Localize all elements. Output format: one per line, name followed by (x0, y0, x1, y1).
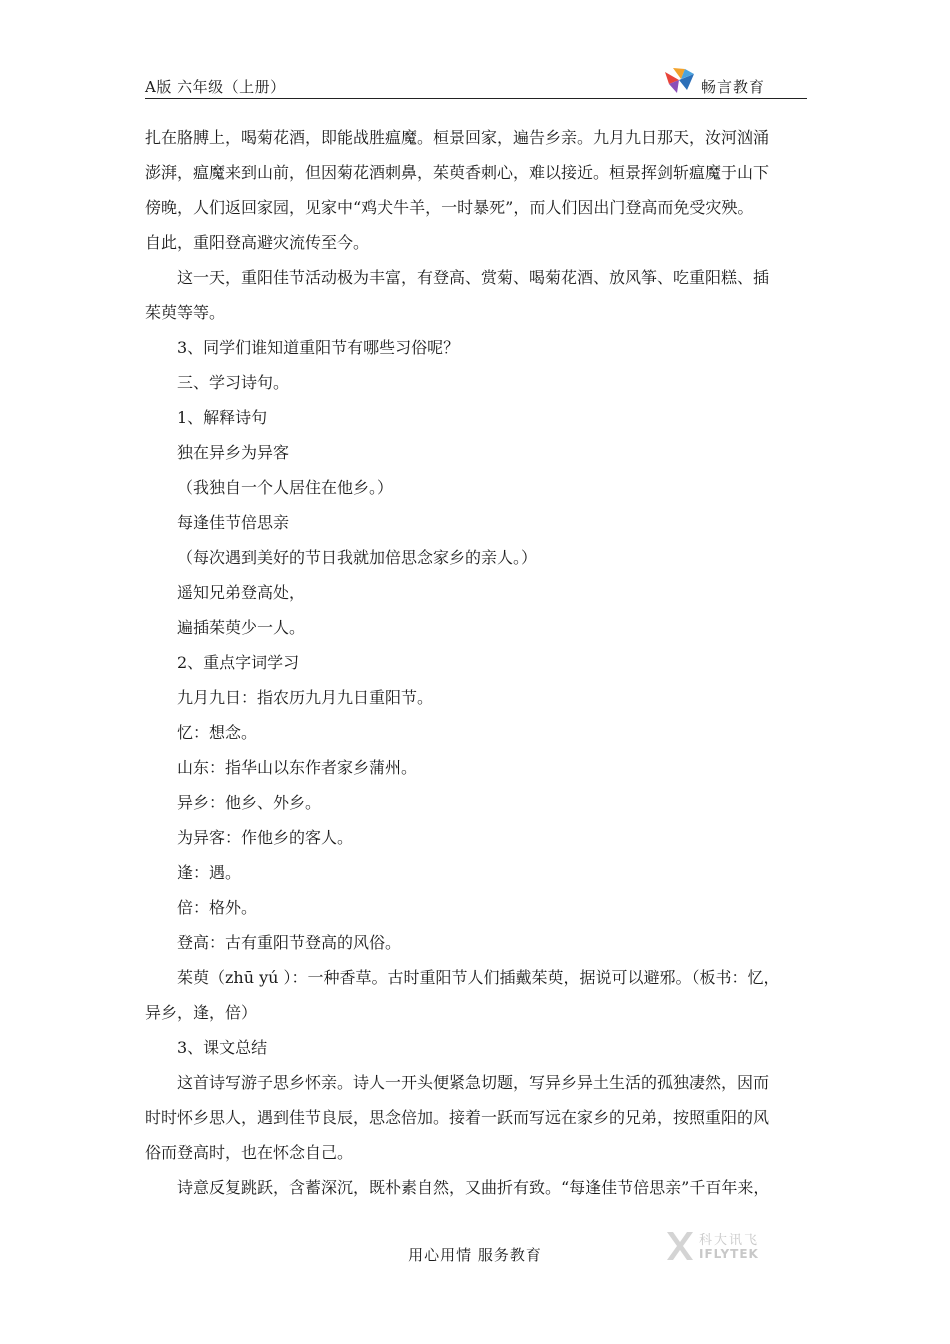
iflytek-cn: 科大讯飞 (699, 1233, 760, 1248)
text-line: 每逢佳节倍思亲 (177, 513, 290, 532)
text-line: 遍插茱萸少一人。 (177, 618, 306, 637)
text-line: 3、课文总结 (177, 1038, 268, 1057)
document-body (145, 120, 807, 1205)
text-line: 倍：格外。 (177, 898, 258, 917)
text-line: 登高：古有重阳节登高的风俗。 (177, 933, 402, 952)
text-line: 3、同学们谁知道重阳节有哪些习俗呢？ (177, 338, 460, 357)
text-line: 扎在胳膊上，喝菊花酒，即能战胜瘟魔。桓景回家，遍告乡亲。九月九日那天，汝河汹涌 (145, 128, 770, 147)
text-line: 俗而登高时，也在怀念自己。 (145, 1143, 354, 1162)
iflytek-mark-icon (663, 1228, 697, 1264)
brand-logo-icon (663, 66, 697, 96)
grade-label: A版 六年级（上册） (145, 78, 286, 96)
text-line: 傍晚，人们返回家园，见家中“鸡犬牛羊，一时暴死”，而人们因出门登高而免受灾殃。 (145, 198, 754, 217)
text-line: 茱萸等等。 (145, 303, 226, 322)
text-line: 山东：指华山以东作者家乡蒲州。 (177, 758, 418, 777)
text-line: 独在异乡为异客 (177, 443, 290, 462)
text-line: 这首诗写游子思乡怀亲。诗人一开头便紧急切题，写异乡异土生活的孤独凄然，因而 (177, 1073, 770, 1092)
text-line: 1、解释诗句 (177, 408, 268, 427)
text-line: 异乡，逢，倍） (145, 1003, 258, 1022)
footer-slogan: 用心用情 服务教育 (408, 1246, 542, 1264)
text-line: 澎湃，瘟魔来到山前，但因菊花酒刺鼻，茱萸香刺心，难以接近。桓景挥剑斩瘟魔于山下 (145, 163, 770, 182)
text-line: 遥知兄弟登高处， (177, 583, 306, 602)
iflytek-logo (663, 1226, 783, 1266)
text-line: 为异客：作他乡的客人。 (177, 828, 354, 847)
text-line: 2、重点字词学习 (177, 653, 300, 672)
text-line: 时时怀乡思人，遇到佳节良辰，思念倍加。接着一跃而写远在家乡的兄弟，按照重阳的风 (145, 1108, 770, 1127)
text-line: （每次遇到美好的节日我就加倍思念家乡的亲人。） (177, 548, 538, 567)
text-line: 茱萸（zhū yú ）：一种香草。古时重阳节人们插戴茱萸，据说可以避邪。（板书：忆， (177, 968, 780, 987)
text-line: （我独自一个人居住在他乡。） (177, 478, 394, 497)
text-line: 逢：遇。 (177, 863, 242, 882)
text-line: 忆：想念。 (177, 723, 258, 742)
text-line: 九月九日：指农历九月九日重阳节。 (177, 688, 434, 707)
iflytek-en: IFLYTEK (699, 1247, 759, 1261)
text-line: 异乡：他乡、外乡。 (177, 793, 322, 812)
brand-name: 畅言教育 (700, 78, 765, 96)
text-line: 这一天，重阳佳节活动极为丰富，有登高、赏菊、喝菊花酒、放风筝、吃重阳糕、插 (177, 268, 770, 287)
text-line: 自此，重阳登高避灾流传至今。 (145, 233, 370, 252)
page-header (145, 72, 807, 99)
text-line: 三、学习诗句。 (177, 373, 290, 392)
text-line: 诗意反复跳跃，含蓄深沉，既朴素自然，又曲折有致。“每逢佳节倍思亲”千百年来， (177, 1178, 770, 1197)
